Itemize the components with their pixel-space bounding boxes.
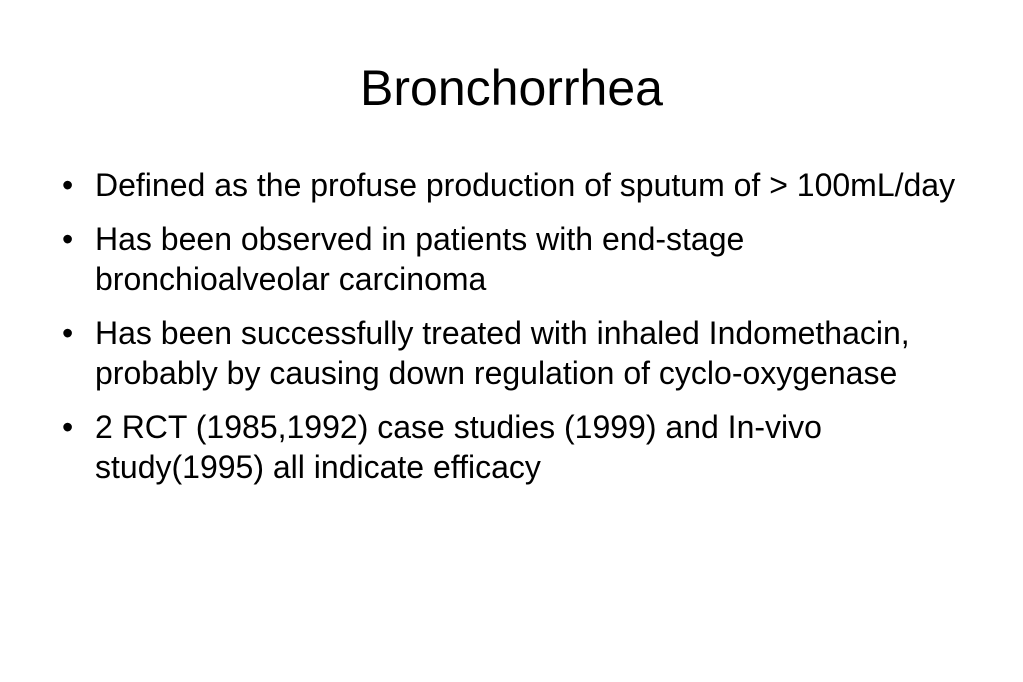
bullet-text: Has been successfully treated with inhaled Indomethacin, probably by causing down regulation of cyclo-oxygenase [95,314,910,391]
bullet-dot: • [62,314,74,351]
bullet-item [62,219,962,300]
bullet-dot: • [62,408,74,445]
bullet-list [62,165,962,501]
bullet-item [62,313,962,394]
bullet-text: Defined as the profuse production of sputum of > 100mL/day [95,167,956,203]
bullet-item [62,407,962,488]
bullet-item [62,165,962,206]
bullet-text: Has been observed in patients with end-stage bronchioalveolar carcinoma [95,220,745,297]
bullet-text: 2 RCT (1985,1992) case studies (1999) and In-vivo study(1995) all indicate efficacy [95,408,822,485]
bullet-dot: • [62,167,74,203]
slide-title: Bronchorrhea [360,60,663,116]
bullet-dot: • [62,220,74,257]
